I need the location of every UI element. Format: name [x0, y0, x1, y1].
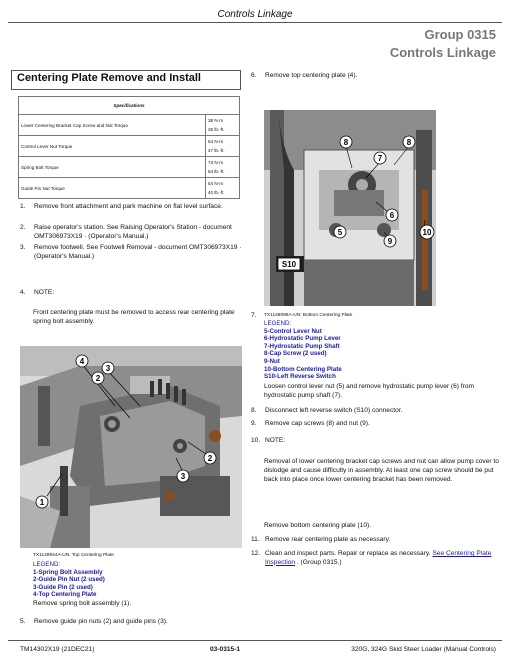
legend-item: 7-Hydrostatic Pump Shaft — [264, 342, 340, 350]
footer-model: 320G, 324G Skid Steer Loader (Manual Controls) — [351, 646, 496, 653]
legend-item: 8-Cap Screw (2 used) — [264, 350, 327, 358]
legend-item: 6-Hydrostatic Pump Lever — [264, 335, 341, 343]
step-11: 11. Remove rear centering plate as necessary. — [251, 536, 391, 543]
bottom-centering-plate-figure — [264, 110, 436, 306]
callout-6-label: 6 — [389, 211, 395, 220]
callout-1-label: 1 — [39, 498, 45, 507]
callout-3-label: 3 — [105, 364, 111, 373]
note-4-text: Front centering plate must be removed to access rear centering plate spring bolt assembly. — [33, 309, 235, 325]
step-2: 2. Raise operator's station. See Raising Operator's Station - document OMT306973X19 · (Operator's Manual.) — [20, 224, 232, 240]
callout-s10-label: S10 — [281, 260, 297, 269]
legend-title: LEGEND: — [264, 320, 292, 327]
spec-row — [19, 157, 240, 178]
footer-page-number: 03-0315-1 — [210, 646, 241, 653]
group-title: Controls Linkage — [389, 45, 496, 60]
callout-3b-label: 3 — [180, 472, 186, 481]
step-3: 3. Remove footwell. See Footwell Removal - document OMT306973X19 · (Operator's Manual.) — [20, 244, 242, 260]
spec-label: Guide Pin Nut Torque — [19, 178, 206, 199]
callout-9-label: 9 — [387, 237, 393, 246]
legend-item: S10-Left Reverse Switch — [264, 373, 336, 381]
step-5: 5. Remove guide pin nuts (2) and guide pins (3). — [20, 618, 168, 625]
legend-item: 10-Bottom Centering Plate — [264, 365, 342, 373]
centering-plate-inspection-link[interactable]: See Centering Plate Inspection — [265, 550, 492, 566]
running-header: Controls Linkage — [217, 9, 293, 20]
legend-item: 9-Nut — [264, 357, 280, 365]
callout-7-label: 7 — [377, 154, 383, 163]
figure-1-legend — [33, 561, 105, 599]
section-title: Centering Plate Remove and Install — [17, 72, 201, 84]
specifications-table — [18, 96, 240, 199]
step-12: 12. Clean and inspect parts. Repair or replace as necessary. See Centering Plate Inspection . (Group 0315.) — [251, 550, 492, 566]
legend-item: 5-Control Lever Nut — [264, 327, 322, 335]
callout-2-label: 2 — [95, 374, 101, 383]
spec-label: Control Lever Nut Torque — [19, 136, 206, 157]
legend-item: 4-Top Centering Plate — [33, 591, 97, 599]
figure-1-instruction: Remove spring bolt assembly (1). — [33, 600, 132, 607]
figure-2-caption: TX1148095A-UN: Bottom Centering Plate — [264, 313, 353, 318]
legend-item: 2-Guide Pin Nut (2 used) — [33, 576, 105, 584]
top-centering-plate-figure — [20, 346, 242, 548]
step-8: 8. Disconnect left reverse switch (S10) connector. — [251, 407, 403, 414]
step-10-note: 10. NOTE: — [251, 437, 286, 444]
spec-label: Spring Bolt Torque — [19, 157, 206, 178]
figure-2-instruction: Loosen control lever nut (5) and remove hydrostatic pump lever (6) from hydrostatic pump shaft (7). — [264, 383, 474, 399]
callout-8a-label: 8 — [343, 138, 349, 147]
spec-row — [19, 115, 240, 136]
step-1: 1. Remove front attachment and park machine on flat level surface. — [20, 203, 223, 210]
footer-rule — [8, 640, 502, 641]
footer-doc-id: TM14302X19 (21DEC21) — [20, 646, 95, 653]
spec-row — [19, 178, 240, 199]
legend-title: LEGEND: — [33, 561, 61, 568]
callout-10-label: 10 — [422, 228, 432, 237]
step-6: 6. Remove top centering plate (4). — [251, 72, 358, 79]
spec-value: 38 N·m 28 lb.-ft. — [206, 115, 240, 136]
specifications-heading: Specifications — [19, 97, 240, 115]
callout-5-label: 5 — [337, 228, 343, 237]
spec-value: 54 N·m 40 lb.-ft. — [206, 178, 240, 199]
legend-item: 3-Guide Pin (2 used) — [33, 583, 93, 591]
spec-row — [19, 136, 240, 157]
step-4-note: 4. NOTE: — [20, 289, 55, 296]
header-rule — [8, 22, 502, 23]
step-7-number: 7. — [251, 312, 257, 319]
group-number: Group 0315 — [424, 27, 496, 42]
figure-2-legend — [264, 320, 342, 381]
spec-value: 64 N·m 47 lb.-ft. — [206, 136, 240, 157]
step-9: 9. Remove cap screws (8) and nut (9). — [251, 420, 370, 427]
spec-label: Lower Centering Bracket Cap Screw and Nut Torque — [19, 115, 206, 136]
callout-4-label: 4 — [79, 357, 85, 366]
spec-value: 73 N·m 54 lb.-ft. — [206, 157, 240, 178]
step-10-instruction: Remove bottom centering plate (10). — [264, 522, 372, 529]
figure-1-caption: TX1148944A-UN: Top Centering Plate — [33, 553, 114, 558]
note-10-text: Removal of lower centering bracket cap screws and nut can allow pump cover to dislodge and cause difficulty in assembly. At least one cap screw should be put back into place once lower centering bracket has been removed. — [264, 458, 499, 483]
callout-8b-label: 8 — [406, 138, 412, 147]
callout-2b-label: 2 — [207, 454, 213, 463]
legend-item: 1-Spring Bolt Assembly — [33, 568, 103, 576]
